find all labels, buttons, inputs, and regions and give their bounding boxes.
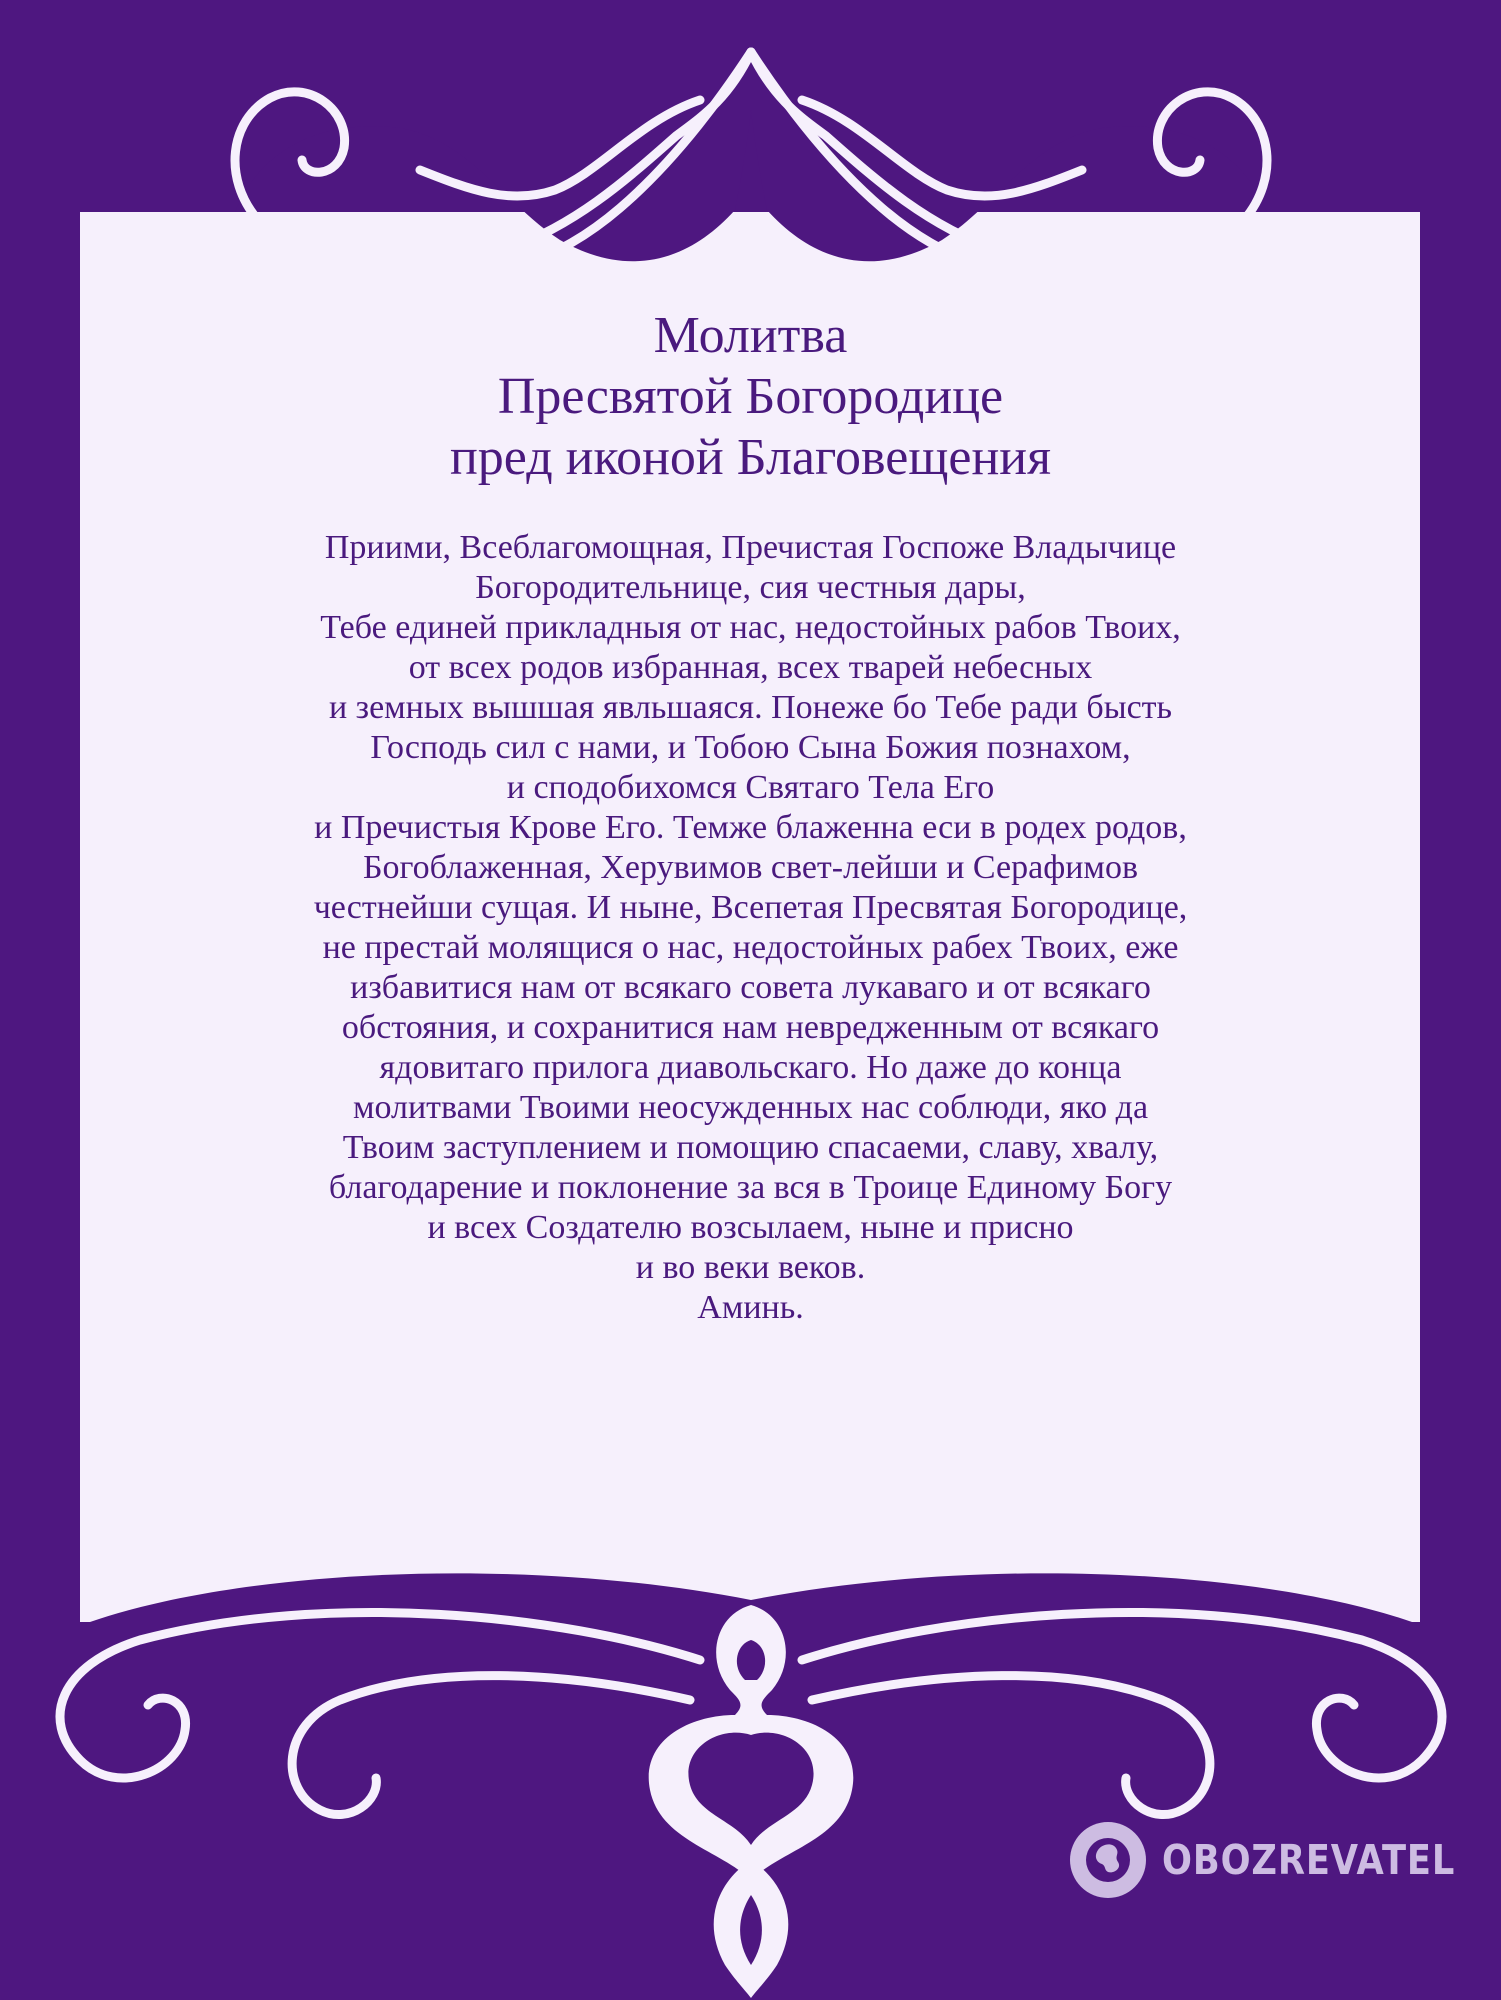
prayer-line: и во веки веков. bbox=[635, 1249, 866, 1286]
prayer-text-block bbox=[150, 305, 1351, 1328]
prayer-line: и земных вышшая явльшаяся. Понеже бо Тебе ради бысть bbox=[328, 689, 1173, 726]
prayer-line: честнейши сущая. И ныне, Всепетая Пресвятая Богородице, bbox=[313, 889, 1188, 926]
prayer-line: Богородительнице, сия честныя дары, bbox=[475, 569, 1026, 606]
title-line: Молитва bbox=[653, 307, 848, 364]
prayer-line: молитвами Твоими неосужденных нас соблюди, яко да bbox=[352, 1089, 1149, 1126]
prayer-line: Твоим заступлением и помощию спасаеми, славу, хвалу, bbox=[342, 1129, 1159, 1166]
prayer-line: и всех Создателю возсылаем, ныне и присно bbox=[427, 1209, 1074, 1246]
prayer-line: не престай молящися о нас, недостойных рабех Твоих, еже bbox=[322, 929, 1179, 966]
prayer-line: от всех родов избранная, всех тварей небесных bbox=[408, 649, 1093, 686]
prayer-line: Богоблаженная, Херувимов свет-лейши и Серафимов bbox=[362, 849, 1138, 886]
globe-icon bbox=[1068, 1820, 1148, 1900]
watermark-brand bbox=[1068, 1820, 1501, 1900]
prayer-line: избавитися нам от всякаго совета лукаваго и от всякаго bbox=[350, 969, 1151, 1006]
prayer-line: и Пречистыя Крове Его. Темже блаженна еси в родех родов, bbox=[314, 809, 1187, 846]
prayer-line: Тебе единей прикладныя от нас, недостойных рабов Твоих, bbox=[320, 609, 1181, 646]
watermark-text: OBOZREVATEL bbox=[1162, 1836, 1456, 1884]
prayer-line: ядовитаго прилога диавольскаго. Но даже до конца bbox=[379, 1049, 1122, 1086]
page-title bbox=[150, 305, 1351, 488]
prayer-line: благодарение и поклонение за вся в Троице Единому Богу bbox=[328, 1169, 1173, 1206]
title-line: пред иконой Благовещения bbox=[449, 429, 1052, 486]
prayer-body bbox=[150, 528, 1351, 1328]
title-line: Пресвятой Богородице bbox=[497, 368, 1004, 425]
prayer-line: и сподобихомся Святаго Тела Его bbox=[506, 769, 995, 806]
prayer-line: Приими, Всеблагомощная, Пречистая Госпоже Владычице bbox=[324, 529, 1177, 566]
prayer-line: Аминь. bbox=[697, 1289, 804, 1326]
prayer-line: обстояния, и сохранитися нам невредженным от всякаго bbox=[341, 1009, 1160, 1046]
prayer-line: Господь сил с нами, и Тобою Сына Божия познахом, bbox=[370, 729, 1131, 766]
